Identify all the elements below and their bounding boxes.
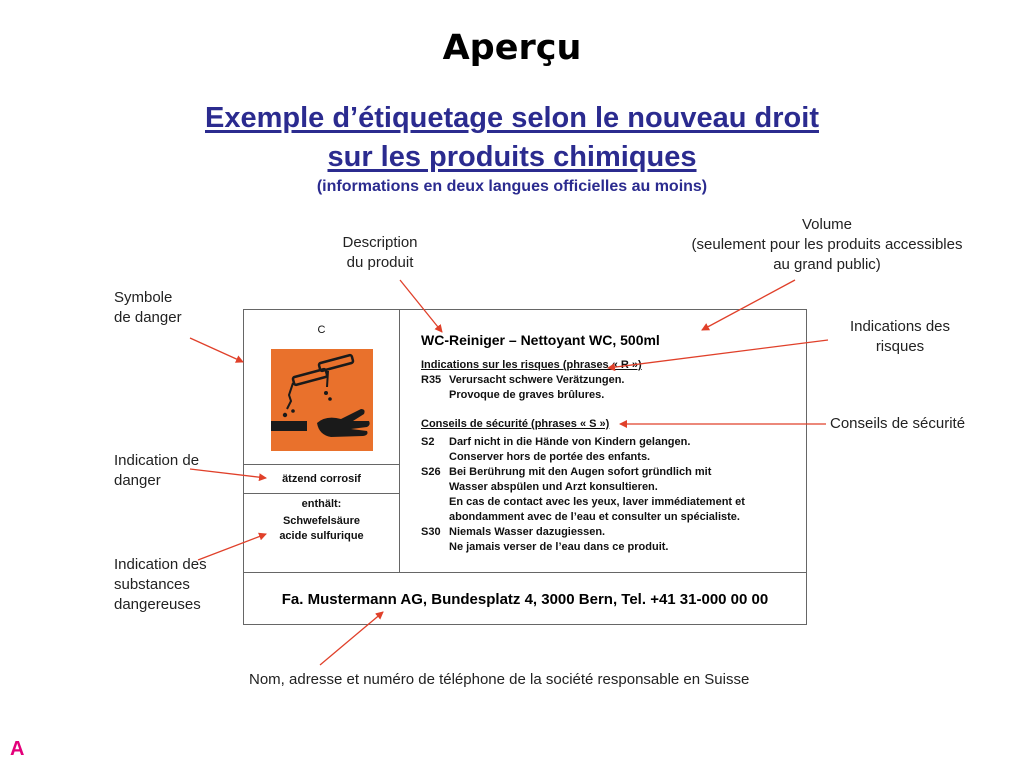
arrow-symbole: [190, 338, 243, 362]
callout-volume: Volume (seulement pour les produits accessibles au grand public): [691, 216, 963, 273]
arrow-description: [400, 280, 442, 332]
safety-phrase-row: S2 Darf nicht in die Hände von Kindern gelangen. Conserver hors de portée des enfants.: [421, 436, 691, 463]
heading-line-1: Exemple d’étiquetage selon le nouveau droit: [205, 102, 819, 134]
substance-fr: acide sulfurique: [279, 530, 364, 542]
arrow-volume: [702, 280, 795, 330]
product-title: WC-Reiniger – Nettoyant WC, 500ml: [421, 332, 660, 348]
risk-phrase-row: R35 Verursacht schwere Verätzungen. Provoque de graves brûlures.: [421, 374, 625, 401]
subheading: (informations en deux langues officielles au moins): [316, 178, 708, 195]
callout-substances: Indication des substances dangereuses: [114, 556, 207, 613]
risk-heading: Indications sur les risques (phrases « R »): [421, 359, 642, 371]
danger-indication: ätzend corrosif: [282, 473, 361, 485]
contains-label: enthält:: [301, 498, 342, 510]
slide-title: Aperçu: [442, 28, 582, 68]
arrow-nom: [320, 612, 383, 665]
company-line: Fa. Mustermann AG, Bundesplatz 4, 3000 Bern, Tel. +41 31-000 00 00: [281, 591, 769, 608]
safety-phrase-row: S30 Niemals Wasser dazugiessen. Ne jamais verser de l’eau dans ce produit.: [421, 526, 669, 553]
callout-description: Description du produit: [342, 234, 418, 271]
symbol-code: C: [317, 324, 326, 336]
callout-nom-adresse: Nom, adresse et numéro de téléphone de la société responsable en Suisse: [249, 671, 750, 688]
callout-conseils: Conseils de sécurité: [830, 415, 966, 432]
safety-heading: Conseils de sécurité (phrases « S »): [421, 418, 610, 430]
heading-line-2: sur les produits chimiques: [327, 141, 697, 173]
callout-indications-risques: Indications des risques: [849, 318, 951, 355]
corner-letter: A: [10, 738, 25, 760]
callout-indication-danger: Indication de danger: [114, 452, 200, 489]
arrow-substances: [198, 534, 266, 560]
callout-symbole: Symbole de danger: [114, 289, 182, 326]
safety-phrase-row: S26 Bei Berührung mit den Augen sofort gründlich mit Wasser abspülen und Arzt konsultieren. En cas de contact avec les yeux, laver immédiatement et abondamment avec de l’eau et consulter un spécialiste.: [421, 466, 745, 523]
arrow-risques: [608, 340, 828, 368]
arrow-indication-danger: [190, 469, 266, 478]
substance-de: Schwefelsäure: [282, 515, 361, 527]
